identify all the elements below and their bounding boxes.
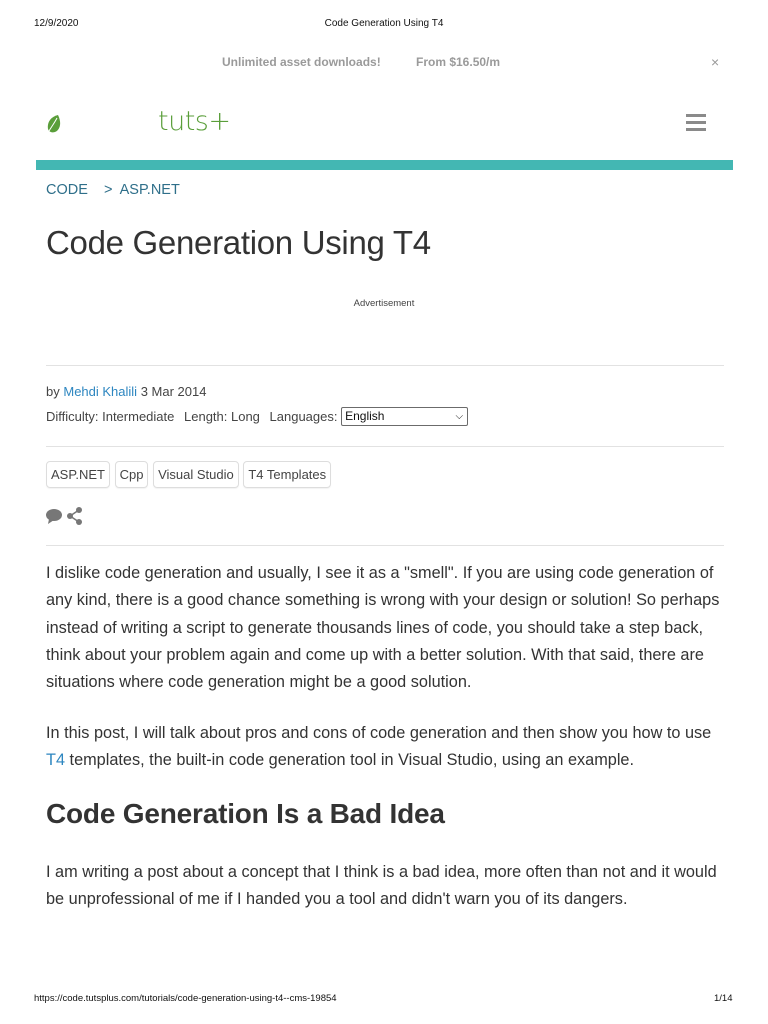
advertisement-label: Advertisement: [353, 298, 415, 309]
breadcrumb: [46, 182, 180, 198]
divider: [46, 545, 724, 546]
paragraph-text-start: In this post, I will talk about pros and cons of code generation and then show you how to use: [46, 724, 712, 742]
article-paragraph: [46, 859, 726, 914]
paragraph-text: I dislike code generation and usually, I see it as a "smell". If you are using code generation of any kind, there is a good chance something is wrong with your design or solution! So perhaps instead of writing a script to generate thousands lines of code, you should take a step back, think about your problem again and come up with a better solution. With that said, there are situations where code generation might be a good solution.: [46, 564, 720, 692]
leaf-logo-icon[interactable]: [46, 114, 64, 134]
article-byline: [46, 384, 206, 399]
divider: [46, 446, 724, 447]
publish-date: 3 Mar 2014: [140, 384, 207, 399]
divider: [46, 365, 724, 366]
promo-banner: [0, 55, 768, 71]
by-label: by: [46, 384, 60, 399]
hamburger-menu-icon[interactable]: [686, 114, 706, 132]
languages-label: Languages:: [269, 409, 338, 424]
tag-aspnet[interactable]: ASP.NET: [46, 461, 110, 488]
page-title: Code Generation Using T4: [46, 224, 431, 261]
page-url: https://code.tutsplus.com/tutorials/code-generation-using-t4--cms-19854: [34, 993, 337, 1004]
page-number: 1/14: [714, 993, 733, 1004]
paragraph-text: [46, 720, 726, 775]
comment-icon[interactable]: [46, 509, 62, 524]
site-header: [36, 100, 733, 160]
close-icon[interactable]: ×: [711, 54, 720, 70]
length: Length: Long: [184, 409, 260, 424]
section-heading: Code Generation Is a Bad Idea: [46, 798, 445, 829]
author-link[interactable]: Mehdi Khalili: [63, 384, 138, 399]
paragraph-text-end: templates, the built-in code generation tool in Visual Studio, using an example.: [65, 751, 635, 770]
tag-cpp[interactable]: Cpp: [115, 461, 149, 488]
promo-text[interactable]: Unlimited asset downloads!: [222, 55, 381, 69]
print-date: 12/9/2020: [34, 18, 79, 29]
breadcrumb-aspnet[interactable]: ASP.NET: [119, 182, 180, 198]
article-paragraph: [46, 720, 726, 775]
language-selected: English: [345, 408, 385, 423]
breadcrumb-separator: >: [103, 182, 113, 198]
accent-bar: [36, 160, 733, 170]
promo-price[interactable]: From $16.50/m: [416, 55, 501, 69]
tag-visual-studio[interactable]: Visual Studio: [153, 461, 239, 488]
breadcrumb-code[interactable]: CODE: [46, 182, 88, 198]
article-paragraph: [46, 560, 726, 696]
print-title: Code Generation Using T4: [324, 18, 444, 29]
language-select[interactable]: [341, 407, 468, 426]
social-actions: [46, 507, 86, 525]
chevron-down-icon: ⌵: [455, 410, 464, 422]
tag-t4-templates[interactable]: T4 Templates: [243, 461, 331, 488]
paragraph-text: I am writing a post about a concept that I think is a bad idea, more often than not and it would be unprofessional of me if I handed you a tool and didn't warn you of its dangers.: [46, 863, 717, 909]
tag-list: [46, 461, 332, 488]
share-icon[interactable]: [67, 507, 82, 525]
article-meta: [46, 409, 468, 426]
difficulty: Difficulty: Intermediate: [46, 409, 175, 424]
t4-link[interactable]: T4: [46, 751, 66, 770]
brand-logo-text[interactable]: tuts+: [158, 106, 231, 137]
